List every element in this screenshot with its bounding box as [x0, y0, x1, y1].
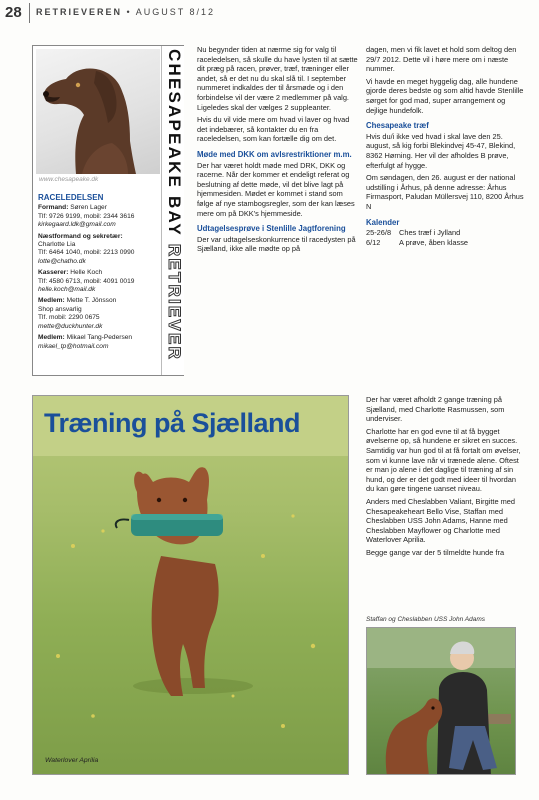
calendar-date: 6/12 — [366, 237, 381, 247]
board-role: Medlem: — [38, 334, 65, 342]
paragraph: Anders med Cheslabben Valiant, Birgitte med Chesapeakeheart Bello Vise, Staffan med Cheslabben USS John Adams, Hanne med Cheslabben Mayflower og Charlotte med Waterlover Aprilia. — [366, 496, 515, 545]
calendar-event: Ches træf i Jylland — [399, 228, 461, 238]
page-header — [0, 0, 539, 28]
vertical-breed-title — [164, 49, 184, 372]
board-entry-chairman — [38, 204, 160, 229]
paragraph: Begge gange var der 5 tilmeldte hunde fra — [366, 547, 505, 557]
board-members — [38, 194, 160, 354]
handler-with-dog-photo — [366, 627, 516, 775]
paragraph: Hvis du vil vide mere om hvad vi laver og hvad det indebærer, så kontakter du en fra raceledelsen, som kan fortælle dig om det. — [197, 115, 350, 144]
board-name: Søren Lager — [70, 204, 107, 212]
page-number: 28 — [5, 4, 22, 21]
paragraph: Der har været afholdt 2 gange træning på Sjælland, med Charlotte Rasmussen, som underviser. — [366, 395, 505, 424]
board-email[interactable]: lotte@chatho.dk — [38, 257, 86, 265]
board-phone: Tlf: 6464 1040, mobil: 2213 0990 — [38, 249, 135, 257]
paragraph: Nu begynder tiden at nærme sig for valg til raceledelsen, så skulle du have lysten til at sætte dit præg på racen, prøver, træf, træninger eller andet, så er det nu du skal slå til. I september nummeret indkaldes der til årsmøde og i den forbindelse vil der være 2 medlemmer på valg. Ligeledes skal der vælges 2 suppleanter. — [197, 45, 358, 112]
text-column-1 — [197, 45, 359, 257]
paragraph: Der var udtagelseskonkurrence til racedysten på Sjælland, ikke alle mødte op på — [197, 234, 356, 254]
chesapeake-portrait-photo — [36, 49, 160, 174]
paragraph: Hvis du/i ikke ved hvad i skal lave den 25. august, så kig forbi Blekindvej 45-47, Blekind, 8362 Hørning. Her vil der afholdes B prøve, efterfulgt af hygge. — [366, 131, 516, 170]
board-name: Charlotte Lia — [38, 241, 76, 249]
board-entry-member-shop — [38, 297, 160, 331]
website-url: www.chesapeake.dk — [39, 176, 99, 183]
header-divider — [29, 3, 30, 23]
vertical-title-bar — [161, 46, 184, 375]
board-email[interactable]: kirkegaard.ldk@gmail.com — [38, 221, 116, 229]
calendar-list — [366, 228, 526, 247]
paragraph: dagen, men vi fik lavet et hold som deltog den 29/7 2012. Dette vil i høre mere om i næste nummer. — [366, 45, 517, 74]
photo-caption-2: Staffan og Cheslabben USS John Adams — [366, 616, 485, 623]
vertical-title-part2: RETRIEVER — [165, 243, 184, 361]
board-email[interactable]: mette@duckhunter.dk — [38, 322, 103, 330]
calendar-event: A prøve, åben klasse — [399, 237, 469, 247]
article-text-column — [366, 395, 526, 561]
board-phone: Tlf. mobil: 2290 0675 — [38, 314, 100, 322]
board-role: Medlem: — [38, 297, 65, 305]
paragraph: Der har været holdt møde med DRK, DKK og racerne. Når der kommer et endeligt referat og beslutning af dette møde, vil det blive lagt på hjemmesiden. Mødet er kommet i stand som følge af nye stambogsregler, som der kan læses mere om på DKK's hjemmeside. — [197, 160, 355, 218]
dog-portrait-image — [36, 49, 160, 174]
board-entry-member — [38, 334, 160, 351]
board-entry-vice-chairman — [38, 233, 160, 267]
board-heading: RACELEDELSEN — [38, 193, 104, 202]
magazine-name: RETRIEVEREN — [36, 7, 123, 17]
paragraph: Vi havde en meget hyggelig dag, alle hundene gjorde deres bedste og som altid havde Stenlille sørget for god mad, super arrangement og dejlige hundefolk. — [366, 76, 524, 115]
section-heading: Udtagelsesprøve i Stenlille Jagtforening — [197, 224, 346, 234]
issue-label: AUGUST 8/12 — [135, 7, 216, 17]
paragraph: Om søndagen, den 26. august er der national udstilling i Århus, på denne adresse: Århus Firmasport, Paludan Müllersvej 110, 8200 Århus N — [366, 173, 524, 211]
photo-caption: Waterlover Aprilia — [45, 757, 99, 764]
header-separator: • — [126, 7, 132, 17]
board-phone: Tlf: 4580 6713, mobil: 4091 0019 — [38, 277, 135, 285]
board-extra: Shop ansvarlig — [38, 305, 82, 313]
board-role: Formand: — [38, 204, 69, 212]
handler-dog-image — [367, 628, 516, 775]
paragraph: Charlotte har en god evne til at få bygget øvelserne op, så hundene er sikret en succes. Samtidig var hun god til at få fortalt om øvelser, som vi kunne lave når vi trænede alene. Oftest er man jo alene i det daglige til træning af sin hund, og der er det godt med ideer til hvordan du kan gøre tingene uanset niveau. — [366, 426, 521, 494]
calendar-heading: Kalender — [366, 217, 400, 227]
training-feature-photo — [32, 395, 349, 775]
section-heading: Møde med DKK om avlsrestriktioner m.m. — [197, 149, 352, 159]
board-role: Næstformand og sekretær: — [38, 232, 123, 240]
calendar-date: 25-26/8 — [366, 228, 392, 238]
board-name: Helle Koch — [70, 269, 103, 277]
board-phone: Tlf: 9726 9199, mobil: 2344 3616 — [38, 212, 135, 220]
board-name: Mikael Tang-Pedersen — [66, 334, 133, 342]
board-email[interactable]: helle.koch@mail.dk — [38, 286, 96, 294]
board-entry-treasurer — [38, 269, 160, 294]
text-column-2 — [366, 45, 526, 247]
board-name: Mette T. Jönsson — [66, 297, 117, 305]
article-title: Træning på Sjælland — [44, 408, 301, 438]
board-email[interactable]: mikael_tp@hotmail.com — [38, 342, 109, 350]
running-dog-image — [33, 396, 349, 775]
section-heading: Chesapeake træf — [366, 121, 429, 131]
header-title — [36, 7, 215, 17]
board-role: Kasserer: — [38, 269, 69, 277]
vertical-title-part1: CHESAPEAKE BAY — [165, 49, 184, 237]
breed-info-box — [32, 45, 184, 376]
